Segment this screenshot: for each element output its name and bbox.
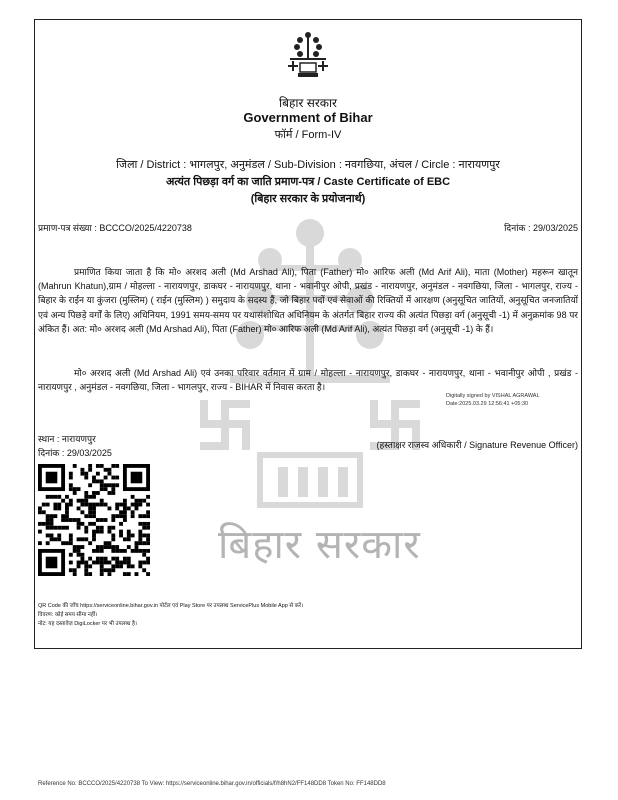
digital-signature-name: Digitally signed by VISHAL AGRAWAL — [446, 393, 540, 399]
certificate-title: अत्यंत पिछड़ा वर्ग का जाति प्रमाण-पत्र / Caste Certificate of EBC — [165, 176, 451, 188]
qr-note-line: नोट: यह दस्तावेज़ DigiLocker पर भी उपलब्ध है। — [38, 621, 137, 627]
bihar-emblem-icon — [286, 30, 330, 78]
qr-code-icon — [38, 464, 150, 576]
digital-signature-date: Date:2025.03.29 12:56:41 +05:30 — [446, 400, 529, 407]
reference-footer: Reference No: BCCCO/2025/4220738 To View: https://serviceonline.bihar.gov.in/officials/f/h8hN2/FF148DD8 Token No: FF148DD8 — [38, 781, 386, 787]
digital-signature — [446, 393, 540, 408]
district-line: जिला / District : भागलपुर, अनुमंडल / Sub-Division : नवगछिया, अंचल / Circle : नारायणपुर — [116, 159, 500, 171]
residence-paragraph: मो० अरशद अली (Md Arshad Ali) एवं उनका परिवार वर्तमान में ग्राम / मोहल्ला - नारायणपुर, डाकघर - नारायणपुर, थाना - भवानीपुर ओपी , प्रखंड - नारायणपुर , अनुमंडल - नवगछिया, जिला - भागलपुर, राज्य - BIHAR में निवास करता है। — [38, 368, 578, 393]
watermark-text: बिहार सरकार — [218, 522, 421, 568]
form-label: फॉर्म / Form-IV — [274, 129, 342, 141]
certificate-body-paragraph: प्रमाणित किया जाता है कि मो० अरशद अली (Md Arshad Ali), पिता (Father) मो० आरिफ अली (Md Arif Ali), माता (Mother) महरून खातून (Mahrun Khatun),ग्राम / मोहल्ला - नारायणपुर, डाकघर - नारायणपुर, थाना - भवानीपुर ओपी, प्रखंड - नारायणपुर, अनुमंडल - नवगछिया, जिला - भागलपुर, राज्य - बिहार के राईन या कुंजरा (मुस्लिम) ( राईन (मुस्लिम) ) समुदाय के सदस्य हैं, जो बिहार पदों एवं सेवाओं की रिक्तियों में आरक्षण (अनुसूचित जातियों, अनुसूचित जनजातियों एवं अन्य पिछड़े वर्गों के लिए) अधिनियम, 1991 समय-समय पर यथासंशोधित अधिनियम के अंतर्गत बिहार राज्य की अत्यंत पिछड़ा वर्ग (अनुसूची -1) में अनुक्रमांक 98 पर अंकित हैं। अत: मो० अरशद अली (Md Arshad Ali), पिता (Father) मो० आरिफ अली (Md Arif Ali), अत्यंत पिछड़ा वर्ग (अनुसूची -1) के हैं। — [38, 267, 578, 334]
qr-note — [38, 602, 303, 629]
place-label: स्थान : नारायणपुर — [38, 434, 96, 444]
bottom-date: दिनांक : 29/03/2025 — [38, 448, 112, 458]
header-english-title: Government of Bihar — [243, 110, 373, 125]
issue-date: दिनांक : 29/03/2025 — [504, 223, 578, 233]
certificate-subtitle: (बिहार सरकार के प्रयोजनार्थ) — [250, 193, 366, 205]
header-hindi-title: बिहार सरकार — [279, 96, 337, 110]
certificate-number: प्रमाण-पत्र संख्या : BCCCO/2025/4220738 — [38, 223, 192, 233]
qr-note-line: QR Code की जाँच https://serviceonline.bihar.gov.in पोर्टल एवं Play Store पर उपलब्ध ServicePlus Mobile App से करें। — [38, 603, 304, 609]
qr-note-line: विवरण: कोई समय सीमा नहीं। — [38, 612, 98, 618]
signatory-label: (हस्ताक्षर राजस्व अधिकारी / Signature Revenue Officer) — [376, 440, 578, 450]
